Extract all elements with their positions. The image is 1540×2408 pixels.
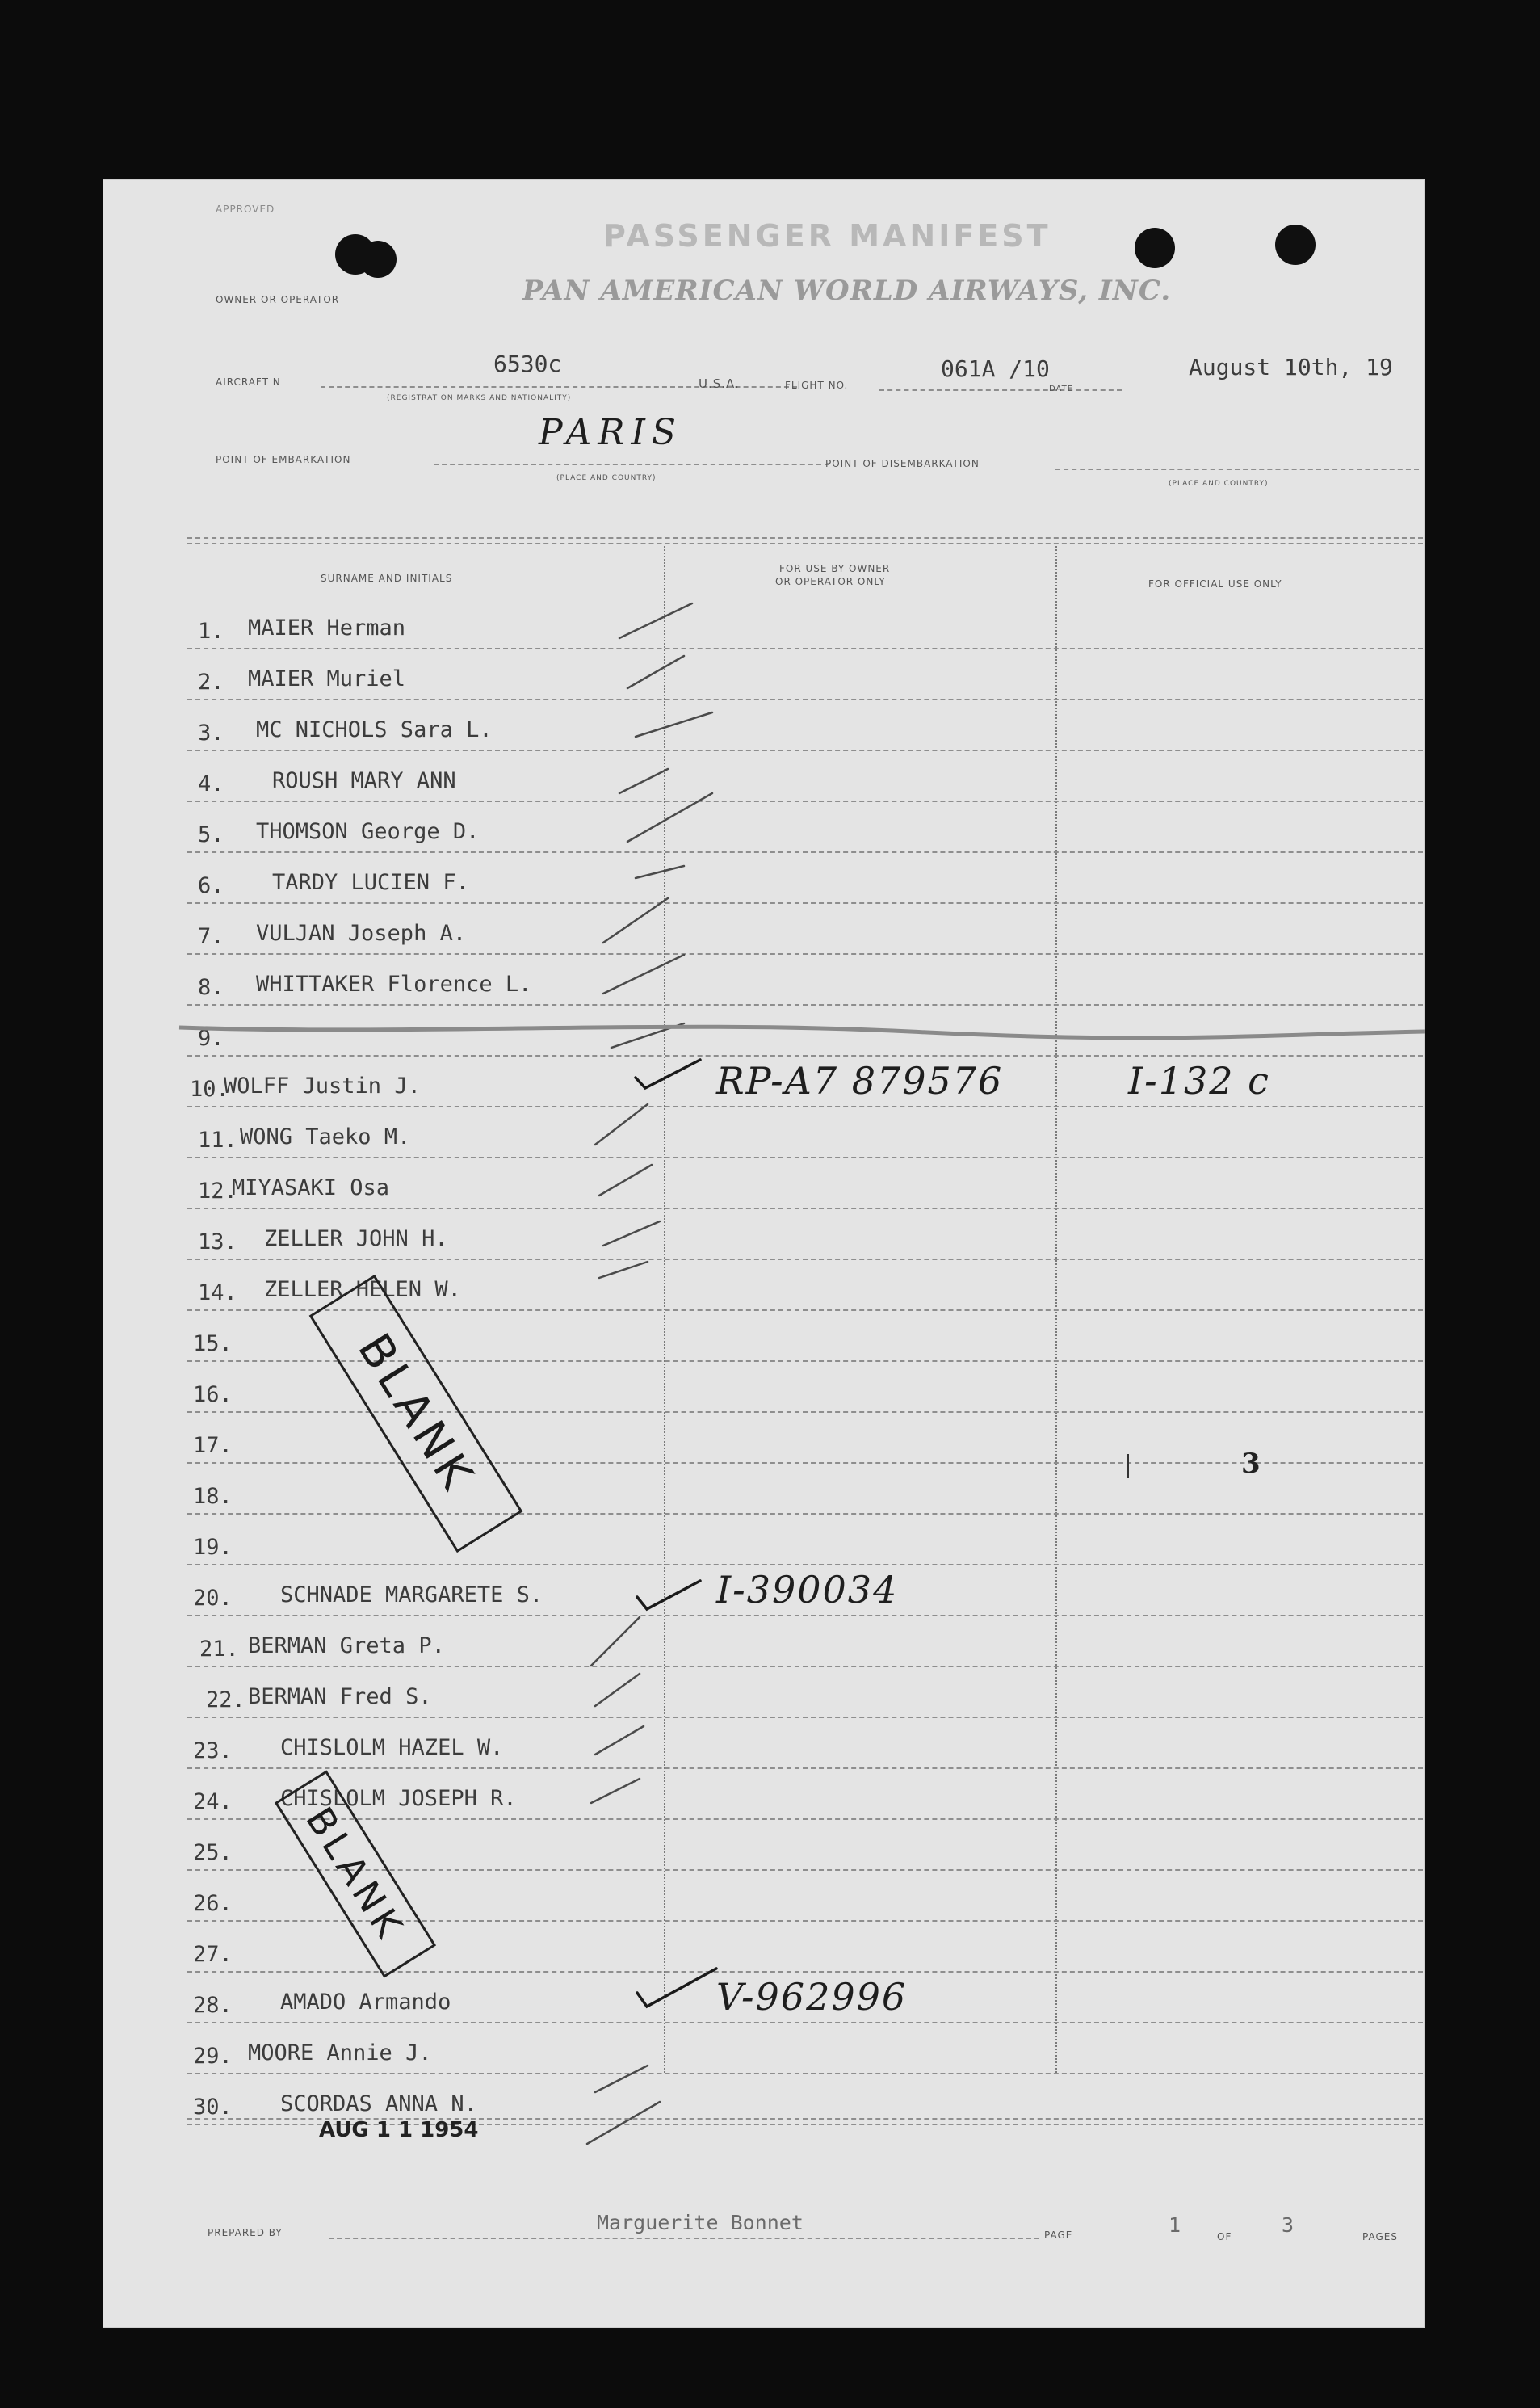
row-number: 12.: [198, 1179, 237, 1204]
col-owner-1: FOR USE BY OWNER: [779, 563, 891, 574]
row-number: 14.: [198, 1280, 237, 1305]
official-mark: 3: [1241, 1448, 1261, 1480]
row-number: 1.: [198, 619, 224, 644]
blank-stamp: BLANK: [309, 1275, 523, 1553]
of-label: OF: [1217, 2231, 1232, 2242]
row-number: 22.: [206, 1687, 245, 1712]
passenger-name: MAIER Muriel: [248, 666, 406, 691]
official-tick: [1127, 1454, 1129, 1478]
col-official: FOR OFFICIAL USE ONLY: [1148, 578, 1282, 590]
aircraft-value: 6530c: [493, 351, 562, 377]
row-number: 9.: [198, 1026, 224, 1051]
approved-stamp: APPROVED: [216, 204, 275, 215]
of-value: 3: [1282, 2213, 1295, 2237]
passenger-name: WHITTAKER Florence L.: [256, 972, 532, 997]
place-sub-2: (PLACE AND COUNTRY): [1169, 480, 1269, 488]
passenger-name: THOMSON George D.: [256, 819, 480, 844]
embark-label: POINT OF EMBARKATION: [216, 454, 351, 465]
row-number: 3.: [198, 721, 224, 746]
passenger-name: ROUSH MARY ANN: [272, 768, 456, 793]
passenger-name: CHISLOLM JOSEPH R.: [280, 1786, 517, 1811]
row-number: 10.: [190, 1077, 229, 1102]
row-number: 2.: [198, 670, 224, 695]
row-number: 27.: [193, 1942, 233, 1967]
passenger-name: BERMAN Greta P.: [248, 1633, 445, 1658]
passenger-name: MOORE Annie J.: [248, 2040, 432, 2066]
prepared-line: [329, 2238, 1039, 2239]
row-number: 11.: [198, 1128, 237, 1153]
passenger-name: MC NICHOLS Sara L.: [256, 717, 493, 742]
pages-label: PAGES: [1362, 2231, 1398, 2242]
passenger-name: MAIER Herman: [248, 616, 406, 641]
row-number: 7.: [198, 924, 224, 949]
row-number: 29.: [193, 2044, 233, 2069]
passenger-name: CHISLOLM HAZEL W.: [280, 1735, 504, 1760]
footer-line: [187, 2118, 1423, 2120]
prepared-value: Marguerite Bonnet: [597, 2211, 804, 2234]
row-number: 25.: [193, 1840, 233, 1865]
row-number: 15.: [193, 1331, 233, 1356]
page-label: PAGE: [1044, 2229, 1073, 2241]
row-number: 23.: [193, 1738, 233, 1763]
row-number: 21.: [199, 1637, 239, 1662]
usa-label: U.S.A.: [699, 376, 740, 391]
passenger-name: TARDY LUCIEN F.: [272, 870, 469, 895]
date-stamp: AUG 1 1 1954: [319, 2118, 479, 2142]
official-code: I-132 c: [1128, 1059, 1270, 1103]
passenger-name: VULJAN Joseph A.: [256, 921, 467, 946]
passenger-name: SCHNADE MARGARETE S.: [280, 1582, 543, 1607]
row-number: 18.: [193, 1484, 233, 1509]
date-label: DATE: [1049, 385, 1074, 393]
passenger-name: BERMAN Fred S.: [248, 1684, 432, 1709]
form-title: PASSENGER MANIFEST: [603, 218, 1051, 254]
passenger-name: AMADO Armando: [280, 1990, 451, 2015]
disembark-label: POINT OF DISEMBARKATION: [825, 458, 980, 469]
date-value: August 10th, 19: [1189, 354, 1393, 380]
place-sub: (PLACE AND COUNTRY): [556, 474, 657, 482]
row-number: 30.: [193, 2095, 233, 2120]
col-owner-2: OR OPERATOR ONLY: [775, 576, 886, 587]
document-number: V-962996: [716, 1975, 908, 2019]
row-number: 17.: [193, 1433, 233, 1458]
row-number: 6.: [198, 873, 224, 898]
row-number: 20.: [193, 1586, 233, 1611]
passenger-name: WOLFF Justin J.: [224, 1074, 421, 1099]
row-number: 8.: [198, 975, 224, 1000]
row-number: 24.: [193, 1789, 233, 1814]
flight-value: 061A /10: [941, 355, 1050, 382]
document-number: I-390034: [716, 1568, 899, 1612]
col-surname: SURNAME AND INITIALS: [321, 573, 453, 584]
flight-label: FLIGHT NO.: [785, 380, 849, 391]
row-number: 26.: [193, 1891, 233, 1916]
aircraft-sub: (REGISTRATION MARKS AND NATIONALITY): [387, 394, 572, 402]
row-number: 28.: [193, 1993, 233, 2018]
row-number: 4.: [198, 771, 224, 796]
aircraft-label: AIRCRAFT N: [216, 376, 281, 388]
page-value: 1: [1169, 2213, 1181, 2237]
passenger-name: MIYASAKI Osa: [232, 1175, 390, 1200]
passenger-name: ZELLER HELEN W.: [264, 1277, 461, 1302]
document-number: RP-A7 879576: [716, 1059, 1004, 1103]
embark-value: PARIS: [539, 412, 682, 453]
passenger-name: SCORDAS ANNA N.: [280, 2091, 477, 2116]
row-number: 19.: [193, 1535, 233, 1560]
passenger-name: ZELLER JOHN H.: [264, 1226, 448, 1251]
row-number: 16.: [193, 1382, 233, 1407]
blank-stamp: BLANK: [275, 1770, 436, 1977]
row-number: 5.: [198, 822, 224, 847]
owner-label: OWNER OR OPERATOR: [216, 294, 340, 305]
manifest-sheet: [103, 179, 1425, 2328]
company-name: PAN AMERICAN WORLD AIRWAYS, INC.: [522, 275, 1172, 307]
passenger-name: WONG Taeko M.: [240, 1124, 411, 1149]
prepared-label: PREPARED BY: [208, 2227, 283, 2238]
row-number: 13.: [198, 1229, 237, 1254]
check-marks: [103, 179, 1425, 2328]
